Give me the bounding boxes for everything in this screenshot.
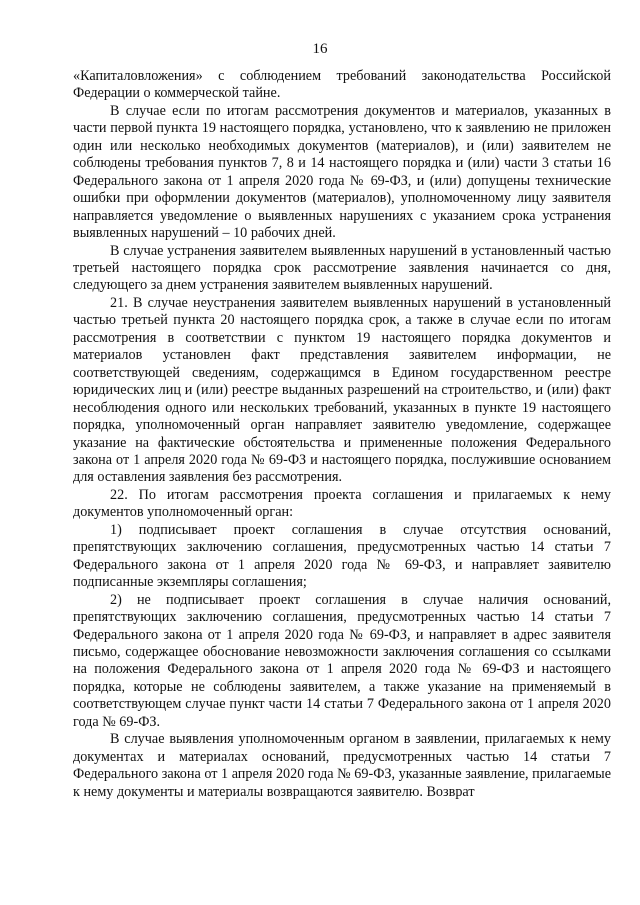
paragraph-item-22: 22. По итогам рассмотрения проекта соглашения и прилагаемых к нему документов уполномоченный орган: <box>73 486 611 521</box>
paragraph-violations-remedied: В случае устранения заявителем выявленных нарушений в установленный частью третьей настоящего порядка срок рассмотрение заявления начинается со дня, следующего за днем устранения заявителем выявленных нарушений. <box>73 242 611 294</box>
paragraph-return-documents: В случае выявления уполномоченным органом в заявлении, прилагаемых к нему документах и материалах оснований, предусмотренных частью 14 статьи 7 Федерального закона от 1 апреля 2020 года № 69-ФЗ, указанные заявление, прилагаемые к нему документы и материалы возвращаются заявителю. Возврат <box>73 731 611 800</box>
document-body <box>73 68 611 801</box>
paragraph-item-21: 21. В случае неустранения заявителем выявленных нарушений в установленный частью третьей пункта 20 настоящего порядка срок, а также в случае если по итогам рассмотрения в соответствии с пунктом 19 настоящего порядка документов и материалов установлен факт представления заявителем информации, не соответствующей сведениям, содержащимся в Едином государственном реестре юридических лиц и (или) реестре выданных разрешений на строительство, и (или) факт несоблюдения одного или нескольких требований, указанных в пункте 19 настоящего порядка, уполномоченный орган направляет заявителю уведомление, содержащее указание на фактические обстоятельства и примененные положения Федерального закона от 1 апреля 2020 года № 69-ФЗ и настоящего порядка, послужившие основанием для оставления заявления без рассмотрения. <box>73 294 611 486</box>
paragraph-violations-notice: В случае если по итогам рассмотрения документов и материалов, указанных в части первой пункта 19 настоящего порядка, установлено, что к заявлению не приложен один или несколько необходимых документов (материалов), и (или) заявителем не соблюдены требования пунктов 7, 8 и 14 настоящего порядка и (или) части 3 статьи 16 Федерального закона от 1 апреля 2020 года № 69-ФЗ, и (или) допущены технические ошибки при оформлении документов (материалов), уполномоченному лицу заявителя направляется уведомление о выявленных нарушениях с указанием срока устранения выявленных нарушений – 10 рабочих дней. <box>73 102 611 242</box>
paragraph-item-22-subitem-1: 1) подписывает проект соглашения в случае отсутствия оснований, препятствующих заключению соглашения, предусмотренных частью 14 статьи 7 Федерального закона от 1 апреля 2020 года № 69-ФЗ, и направляет заявителю подписанные экземпляры соглашения; <box>73 521 611 591</box>
page-number: 16 <box>312 41 328 57</box>
paragraph-continuation: «Капиталовложения» с соблюдением требований законодательства Российской Федерации о коммерческой тайне. <box>73 68 611 102</box>
paragraph-item-22-subitem-2: 2) не подписывает проект соглашения в случае наличия оснований, препятствующих заключению соглашения, предусмотренных частью 14 статьи 7 Федерального закона от 1 апреля 2020 года № 69-ФЗ, и направляет в адрес заявителя письмо, содержащее обоснование невозможности заключения соглашения со ссылками на положения Федерального закона от 1 апреля 2020 года № 69-ФЗ и настоящего порядка, которые не соблюдены заявителем, а также указание на применяемый в соответствующем случае пункт части 14 статьи 7 Федерального закона от 1 апреля 2020 года № 69-ФЗ. <box>73 591 611 730</box>
